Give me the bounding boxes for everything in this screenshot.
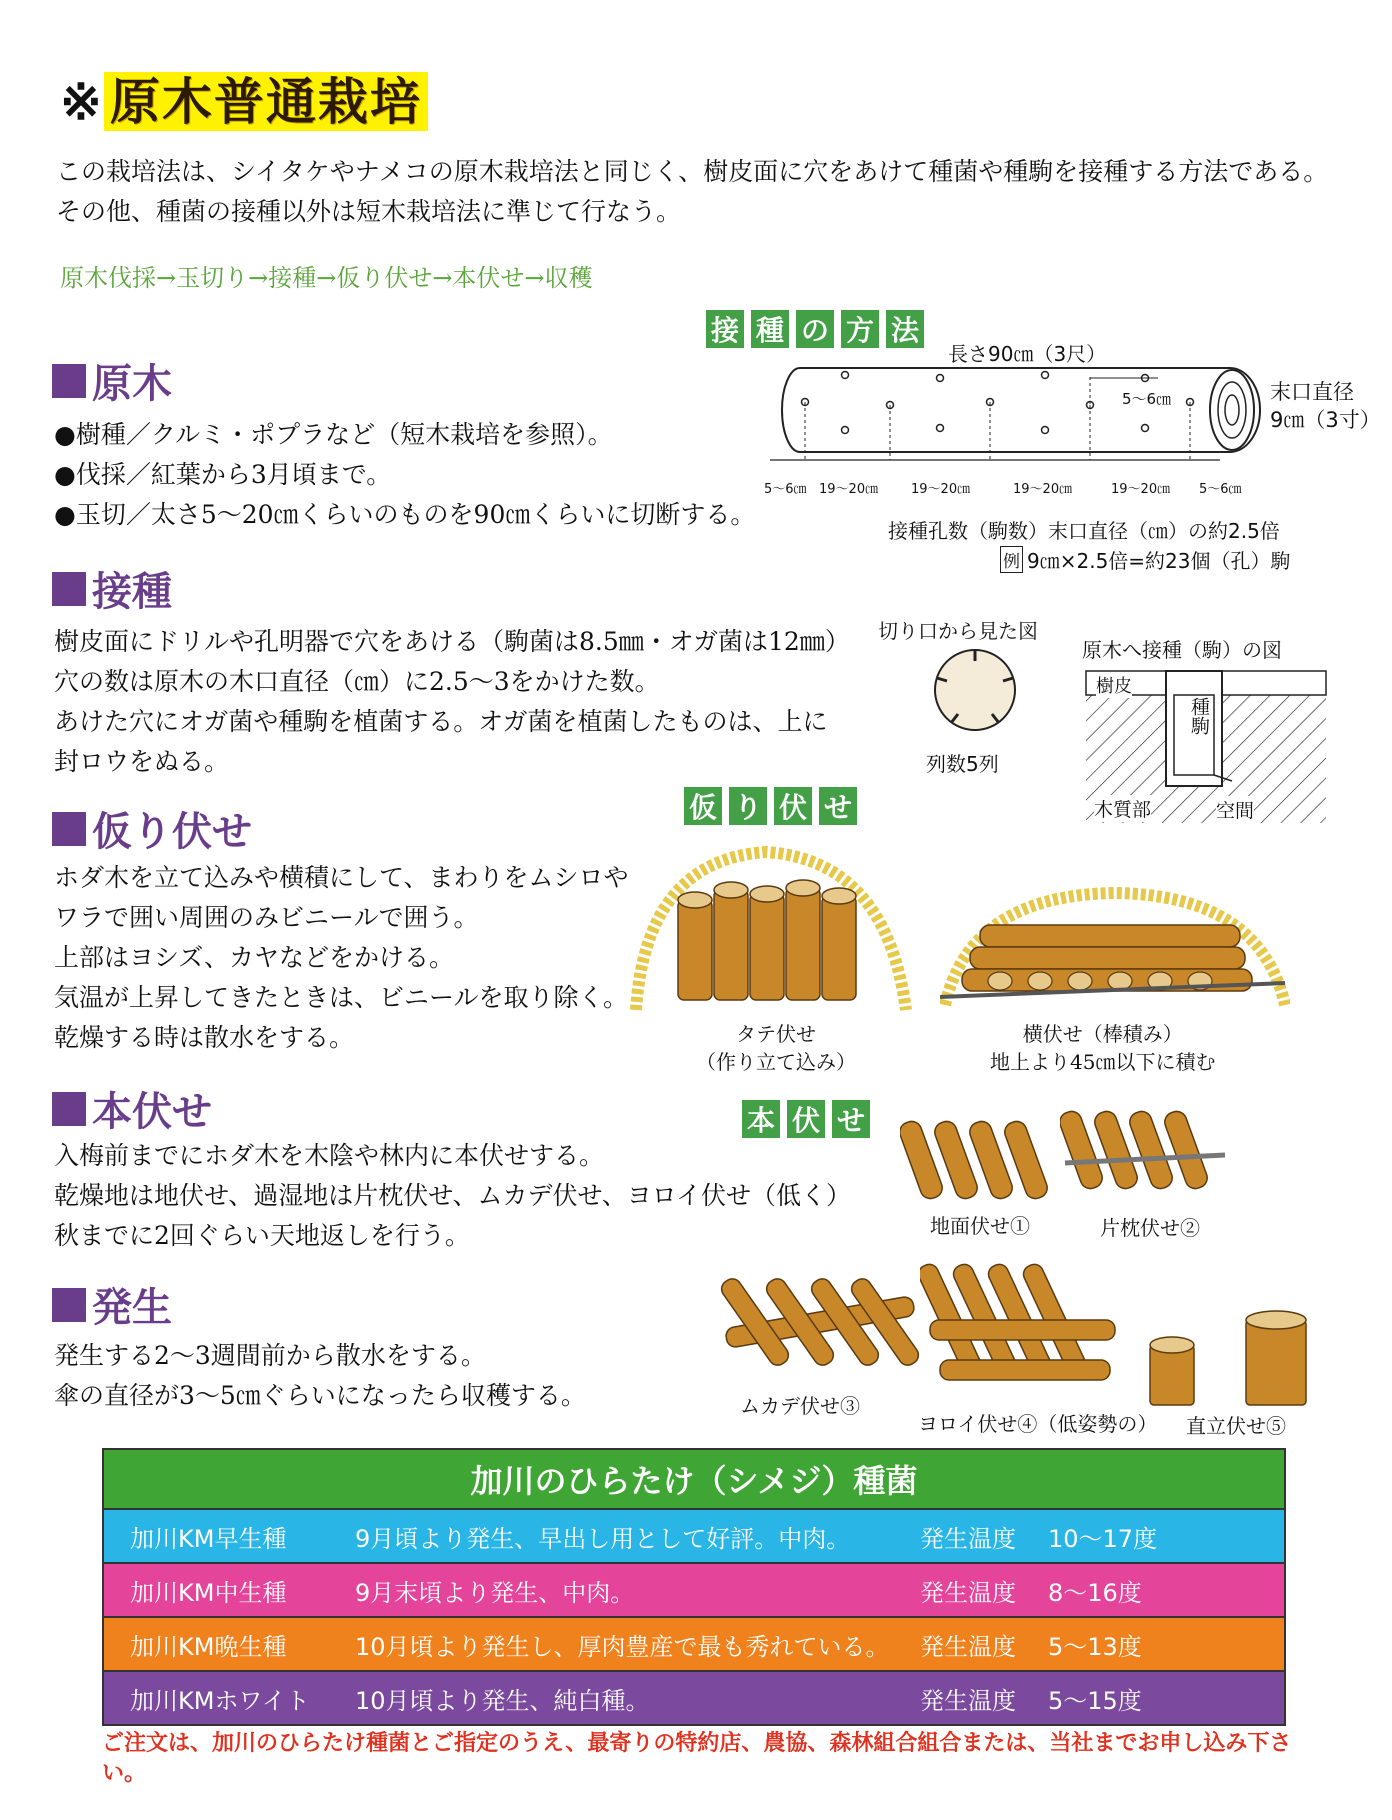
- variety-name: 加川KM晩生種: [130, 1632, 287, 1661]
- space-label: 空間: [1216, 796, 1254, 823]
- badge-char: せ: [832, 1100, 870, 1138]
- dim-label: 19〜20㎝: [1013, 482, 1073, 497]
- body-line: 封ロウをぬる。: [54, 747, 230, 776]
- yoko-fuse-caption: [990, 1020, 1215, 1076]
- log-diagram: [760, 360, 1280, 470]
- temp-label: 発生温度: [920, 1632, 1016, 1661]
- example-text: [1000, 545, 1291, 574]
- temp-value: 10〜17度: [1048, 1524, 1158, 1553]
- table-row: [104, 1508, 1284, 1562]
- variety-desc: 10月頃より発生し、厚肉豊産で最も秀れている。: [355, 1632, 890, 1661]
- variety-desc: 9月頃より発生、早出し用として好評。中肉。: [355, 1524, 851, 1553]
- end-label-line: 9㎝（3寸）: [1270, 408, 1381, 432]
- body-line: 秋までに2回ぐらい天地返しを行う。: [54, 1221, 470, 1250]
- example-value: 9㎝×2.5倍=約23個（孔）駒: [1027, 549, 1291, 573]
- caption-line: （作り立て込み）: [696, 1050, 856, 1074]
- body-line: 上部はヨシズ、カヤなどをかける。: [54, 943, 455, 972]
- mukade-fuse-caption: ムカデ伏せ③: [740, 1394, 860, 1418]
- caption-line: 地上より45㎝以下に積む: [990, 1050, 1216, 1074]
- bark-label: 樹皮: [1096, 672, 1132, 698]
- temp-label: 発生温度: [920, 1524, 1016, 1553]
- section-body-sesshu: [54, 622, 850, 782]
- heading-text: 原木: [92, 360, 172, 407]
- table-row: [104, 1562, 1284, 1616]
- variety-desc: 10月頃より発生、純白種。: [355, 1686, 650, 1715]
- table-row: [104, 1670, 1284, 1724]
- katamakura-fuse-caption: 片枕伏せ②: [1100, 1216, 1200, 1240]
- order-note: ご注文は、加川のひらたけ種菌とご指定のうえ、最寄りの特約店、農協、森林組合組合または、当社までお申し込み下さい。: [102, 1730, 1292, 1786]
- body-line: ●玉切／太さ5〜20㎝くらいのものを90㎝くらいに切断する。: [54, 500, 756, 529]
- dim-label: 19〜20㎝: [819, 482, 879, 497]
- badge-char: 伏: [787, 1100, 825, 1138]
- badge-karifuse: [684, 787, 857, 825]
- badge-method: [706, 310, 924, 348]
- variety-desc: 9月末頃より発生、中肉。: [355, 1578, 635, 1607]
- heading-text: 本伏せ: [92, 1088, 212, 1135]
- body-line: あけた穴にオガ菌や種駒を植菌する。オガ菌を植菌したものは、上に: [54, 707, 828, 736]
- heading-text: 発生: [92, 1284, 172, 1331]
- page-title: [60, 62, 428, 134]
- badge-char: 伏: [774, 787, 812, 825]
- badge-char: の: [796, 310, 834, 348]
- title-text: 原木普通栽培: [104, 72, 428, 131]
- badge-char: 種: [751, 310, 789, 348]
- badge-char: 法: [886, 310, 924, 348]
- body-line: 穴の数は原木の木口直径（㎝）に2.5〜3をかけた数。: [54, 667, 660, 696]
- body-line: 傘の直径が3〜5㎝ぐらいになったら収穫する。: [54, 1381, 586, 1410]
- heading-text: 接種: [92, 568, 172, 615]
- section-body-karifuse: [54, 858, 629, 1058]
- temp-label: 発生温度: [920, 1578, 1016, 1607]
- temp-value: 5〜15度: [1048, 1686, 1142, 1715]
- section-heading-genboku: [52, 352, 172, 409]
- dim-label: 19〜20㎝: [911, 482, 971, 497]
- spacing-label: 5〜6㎝: [1122, 390, 1172, 408]
- body-line: 気温が上昇してきたときは、ビニールを取り除く。: [54, 983, 629, 1012]
- jimen-fuse-illustration: [900, 1110, 1060, 1200]
- temp-value: 8〜16度: [1048, 1578, 1142, 1607]
- section-heading-hassei: [52, 1276, 172, 1333]
- badge-char: 方: [841, 310, 879, 348]
- title-mark: ※: [60, 72, 104, 131]
- square-bullet-icon: [52, 1288, 86, 1322]
- body-line: ●樹種／クルミ・ポプラなど（短木栽培を参照）。: [54, 420, 613, 449]
- end-diameter-label: [1270, 378, 1381, 434]
- product-table: [102, 1448, 1286, 1726]
- intro-text: [56, 152, 1356, 232]
- badge-char: り: [729, 787, 767, 825]
- section-heading-karifuse: [52, 800, 252, 857]
- square-bullet-icon: [52, 1092, 86, 1126]
- process-flow: 原木伐採→玉切り→接種→仮り伏せ→本伏せ→収穫: [60, 264, 593, 292]
- length-label: 長さ90㎝（3尺）: [948, 342, 1107, 366]
- yoko-fuse-illustration: [940, 885, 1290, 1015]
- tate-fuse-caption: [696, 1020, 856, 1076]
- yoroi-fuse-caption: ヨロイ伏せ④（低姿勢の）: [918, 1412, 1158, 1436]
- dimension-labels: [764, 478, 1259, 497]
- end-label-line: 末口直径: [1270, 380, 1354, 404]
- caption-line: 横伏せ（棒積み）: [1022, 1022, 1183, 1046]
- badge-char: 接: [706, 310, 744, 348]
- cut-view-title: 切り口から見た図: [878, 619, 1038, 643]
- body-line: ●伐採／紅葉から3月頃まで。: [54, 460, 392, 489]
- body-line: 入梅前までにホダ木を木陰や林内に本伏せする。: [54, 1141, 605, 1170]
- body-line: 乾燥する時は散水をする。: [54, 1023, 355, 1052]
- section-body-honfuse: [54, 1136, 851, 1256]
- body-line: ホダ木を立て込みや横積にして、まわりをムシロや: [54, 863, 629, 892]
- cut-view-caption: 列数5列: [926, 752, 999, 776]
- table-row: [104, 1616, 1284, 1670]
- jimen-fuse-caption: 地面伏せ①: [930, 1214, 1030, 1238]
- section-body-genboku: [54, 415, 755, 535]
- caption-line: タテ伏せ: [736, 1022, 816, 1046]
- badge-char: 仮: [684, 787, 722, 825]
- inoculation-title: 原木へ接種（駒）の図: [1082, 638, 1282, 662]
- body-line: 樹皮面にドリルや孔明器で穴をあける（駒菌は8.5㎜・オガ菌は12㎜）: [54, 627, 850, 656]
- example-mark: 例: [1000, 546, 1023, 573]
- badge-char: せ: [819, 787, 857, 825]
- variety-name: 加川KM早生種: [130, 1524, 287, 1553]
- square-bullet-icon: [52, 572, 86, 606]
- intro-line: この栽培法は、シイタケやナメコの原木栽培法と同じく、樹皮面に穴をあけて種菌や種駒を接種する方法である。: [56, 157, 1329, 186]
- katamakura-fuse-illustration: [1060, 1105, 1230, 1195]
- intro-line: その他、種菌の接種以外は短木栽培法に準じて行なう。: [56, 197, 682, 226]
- temp-label: 発生温度: [920, 1686, 1016, 1715]
- body-line: 発生する2〜3週間前から散水をする。: [54, 1341, 486, 1370]
- tate-fuse-illustration: [626, 830, 916, 1020]
- body-line: 乾燥地は地伏せ、過湿地は片枕伏せ、ムカデ伏せ、ヨロイ伏せ（低く）: [54, 1181, 852, 1210]
- variety-name: 加川KMホワイト: [130, 1686, 310, 1715]
- dim-label: 5〜6㎝: [1199, 482, 1242, 497]
- body-line: ワラで囲い周囲のみビニールで囲う。: [54, 903, 479, 932]
- square-bullet-icon: [52, 812, 86, 846]
- chokuritsu-fuse-caption: 直立伏せ⑤: [1186, 1414, 1286, 1438]
- wood-label: 木質部: [1094, 795, 1151, 822]
- dim-label: 19〜20㎝: [1111, 482, 1171, 497]
- heading-text: 仮り伏せ: [92, 808, 252, 855]
- chokuritsu-fuse-illustration: [1146, 1310, 1316, 1410]
- section-heading-sesshu: [52, 560, 172, 617]
- badge-char: 本: [742, 1100, 780, 1138]
- dim-label: 5〜6㎝: [764, 482, 807, 497]
- variety-name: 加川KM中生種: [130, 1578, 287, 1607]
- koma-label: 種駒: [1186, 697, 1213, 735]
- yoroi-fuse-illustration: [920, 1240, 1130, 1400]
- section-heading-honfuse: [52, 1080, 212, 1137]
- mukade-fuse-illustration: [715, 1262, 925, 1382]
- section-body-hassei: [54, 1336, 586, 1416]
- temp-value: 5〜13度: [1048, 1632, 1142, 1661]
- cut-view-diagram: [930, 645, 1020, 735]
- square-bullet-icon: [52, 364, 86, 398]
- badge-honfuse: [742, 1100, 870, 1138]
- formula-text: 接種孔数（駒数）末口直径（㎝）の約2.5倍: [888, 519, 1280, 543]
- table-header: 加川のひらたけ（シメジ）種菌: [104, 1450, 1284, 1508]
